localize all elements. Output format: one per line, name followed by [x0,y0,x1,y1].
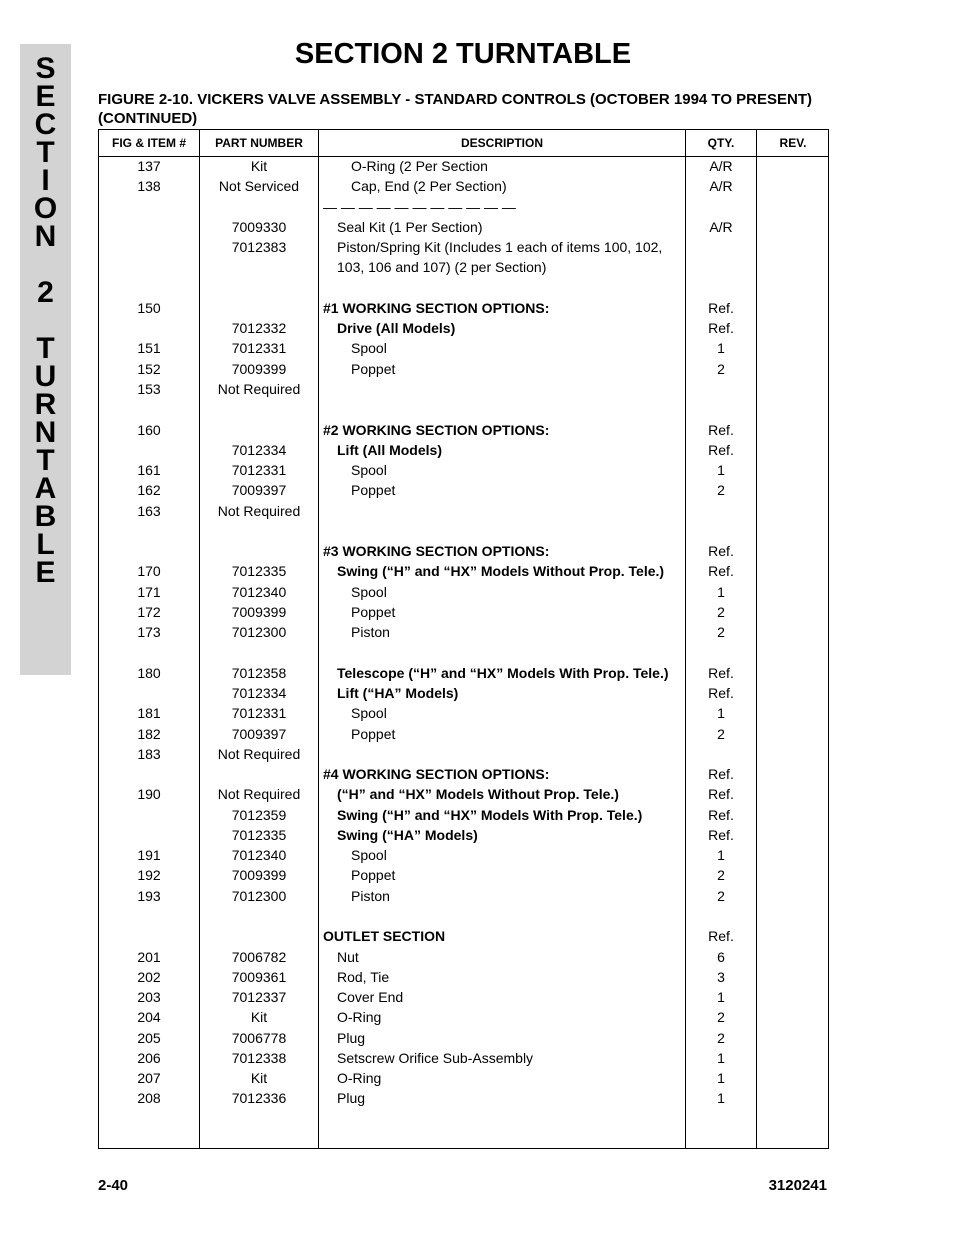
cell-part-number: 7012334 [231,685,287,702]
cell-item-number: 160 [137,421,161,438]
table-row [99,278,830,298]
cell-qty: Ref. [708,685,734,702]
side-tab-letter: B [34,500,57,533]
cell-item-number: 162 [137,482,161,499]
cell-description: (“H” and “HX” Models Without Prop. Tele.) [337,786,619,803]
section-side-tab [20,44,71,675]
header-rev: REV. [779,136,807,150]
table-row [99,987,830,1007]
table-row [99,622,830,642]
table-row [99,703,830,723]
header-qty: QTY. [707,136,735,150]
cell-part-number: 7012358 [231,664,287,681]
cell-item-number: 151 [137,340,161,357]
table-row [99,602,830,622]
cell-qty: A/R [709,218,733,235]
cell-description: — — — — — — — — — — — [323,198,516,215]
cell-qty: 1 [717,1090,725,1107]
cell-qty: Ref. [708,664,734,681]
cell-description: Swing (“H” and “HX” Models With Prop. Tele.) [337,806,643,823]
cell-description: Plug [337,1029,366,1046]
table-row [99,257,830,277]
cell-qty: 1 [717,1049,725,1066]
cell-part-number: Not Serviced [218,178,300,195]
cell-item-number: 203 [137,989,161,1006]
table-row [99,399,830,419]
cell-qty: Ref. [708,806,734,823]
cell-qty: 2 [717,360,725,377]
cell-description: Setscrew Orifice Sub-Assembly [337,1049,534,1066]
cell-part-number: Kit [250,1070,268,1087]
cell-part-number: 7012335 [231,563,287,580]
cell-part-number: 7009399 [231,867,287,884]
page-number: 2-40 [98,1177,129,1194]
table-row [99,440,830,460]
cell-description: O-Ring [337,1070,382,1087]
cell-description: #3 WORKING SECTION OPTIONS: [323,543,550,560]
cell-qty: 6 [717,948,725,965]
cell-description: Swing (“H” and “HX” Models Without Prop. Tele.) [337,563,665,580]
cell-part-number: 7009399 [231,603,287,620]
table-row [99,359,830,379]
cell-part-number: 7006778 [231,1029,287,1046]
cell-qty: Ref. [708,786,734,803]
cell-item-number: 182 [137,725,161,742]
table-row [99,338,830,358]
cell-description: Nut [337,948,359,965]
cell-qty: Ref. [708,320,734,337]
table-row [99,683,830,703]
cell-qty: 1 [717,340,725,357]
side-tab-letter: N [34,416,57,449]
table-row [99,480,830,500]
cell-qty: 3 [717,968,725,985]
table-row [99,197,830,217]
table-row [99,845,830,865]
side-tab-letter: T [36,136,55,169]
cell-part-number: 7012340 [231,847,287,864]
cell-item-number: 138 [137,178,161,195]
cell-qty: Ref. [708,543,734,560]
cell-description: O-Ring [337,1009,382,1026]
cell-qty: Ref. [708,766,734,783]
cell-qty: 2 [717,624,725,641]
cell-description: Cap, End (2 Per Section) [351,178,507,195]
cell-part-number: 7012340 [231,583,287,600]
table-row [99,947,830,967]
cell-item-number: 190 [137,786,161,803]
cell-item-number: 180 [137,664,161,681]
side-tab-letter: S [35,52,56,85]
table-row [99,967,830,987]
cell-part-number: 7012359 [231,806,287,823]
table-row [99,784,830,804]
table-row [99,237,830,257]
side-tab-letter: U [34,360,57,393]
side-tab-letter: E [35,556,56,589]
cell-qty: Ref. [708,563,734,580]
cell-part-number: Kit [250,158,268,174]
cell-description: #4 WORKING SECTION OPTIONS: [323,766,550,783]
cell-description: Poppet [351,867,396,884]
cell-part-number: Kit [250,1009,268,1026]
side-tab-letter: N [34,220,57,253]
table-row [99,379,830,399]
side-tab-letter: C [34,108,57,141]
cell-item-number: 191 [137,847,161,864]
table-row [99,642,830,662]
cell-qty: 1 [717,847,725,864]
table-row [99,1048,830,1068]
table-row [99,318,830,338]
cell-part-number: 7012331 [231,340,287,357]
cell-item-number: 201 [137,948,161,965]
table-row [99,1028,830,1048]
cell-description: Spool [351,847,387,864]
cell-item-number: 150 [137,299,161,316]
cell-description: Drive (All Models) [337,320,456,337]
figure-title: FIGURE 2-10. VICKERS VALVE ASSEMBLY - STANDARD CONTROLS (OCTOBER 1994 TO PRESENT) (CONTINUED) [98,91,813,127]
cell-item-number: 193 [137,887,161,904]
cell-part-number: 7009330 [231,218,287,235]
cell-qty: Ref. [708,441,734,458]
cell-item-number: 152 [137,360,161,377]
side-tab-letter: O [33,192,58,225]
cell-description: Spool [351,462,387,479]
header-part-number: PART NUMBER [215,136,303,150]
table-row [99,663,830,683]
cell-item-number: 205 [137,1029,161,1046]
side-tab-letter: I [41,164,50,197]
cell-part-number: Not Required [217,745,301,762]
cell-item-number: 181 [137,705,161,722]
cell-description: Spool [351,340,387,357]
cell-qty: Ref. [708,421,734,438]
cell-description: Poppet [351,360,396,377]
cell-description: #2 WORKING SECTION OPTIONS: [323,421,550,438]
cell-description: Lift (“HA” Models) [337,685,459,702]
cell-part-number: 7012337 [231,989,287,1006]
document-number: 3120241 [768,1177,827,1194]
cell-qty: A/R [709,158,733,174]
table-row [99,906,830,926]
cell-part-number: 7012336 [231,1090,287,1107]
cell-item-number: 208 [137,1090,161,1107]
cell-item-number: 137 [137,158,161,174]
table-row [99,1007,830,1027]
page-title: SECTION 2 TURNTABLE [294,38,632,70]
cell-description: OUTLET SECTION [323,928,446,945]
cell-description: Cover End [337,989,404,1006]
cell-description: Lift (All Models) [337,441,442,458]
table-row [99,217,830,237]
side-tab-letter: L [36,528,55,561]
cell-part-number: 7012338 [231,1049,287,1066]
cell-description: Spool [351,705,387,722]
cell-item-number: 153 [137,380,161,397]
cell-item-number: 207 [137,1070,161,1087]
table-row [99,420,830,440]
table-row [99,582,830,602]
table-row [99,541,830,561]
side-tab-letter: E [35,80,56,113]
cell-part-number: 7012300 [231,624,287,641]
cell-item-number: 163 [137,502,161,519]
cell-item-number: 171 [137,583,161,600]
table-row [99,501,830,521]
side-tab-letter: R [34,388,57,421]
cell-part-number: 7012383 [231,239,287,256]
cell-item-number: 192 [137,867,161,884]
cell-description: Piston/Spring Kit (Includes 1 each of items 100, 102, [337,239,663,256]
table-row [99,1068,830,1088]
cell-description: Piston [351,624,390,641]
cell-description: 103, 106 and 107) (2 per Section) [337,259,547,276]
cell-item-number: 170 [137,563,161,580]
cell-item-number: 161 [137,462,161,479]
cell-item-number: 204 [137,1009,161,1026]
table-row [99,1088,830,1108]
cell-item-number: 202 [137,968,161,985]
cell-qty: Ref. [708,826,734,843]
side-tab-letter: T [36,444,55,477]
cell-description: Swing (“HA” Models) [337,826,478,843]
cell-description: Telescope (“H” and “HX” Models With Prop. Tele.) [337,664,669,681]
cell-description: #1 WORKING SECTION OPTIONS: [323,299,550,316]
cell-qty: 2 [717,482,725,499]
cell-description: Poppet [351,603,396,620]
table-row [99,156,830,176]
cell-item-number: 183 [137,745,161,762]
header-item: FIG & ITEM # [111,136,186,150]
cell-item-number: 172 [137,603,161,620]
cell-part-number: 7009397 [231,482,287,499]
header-description: DESCRIPTION [460,136,543,150]
side-tab-letter: 2 [37,276,54,309]
cell-description: Poppet [351,725,396,742]
cell-description: O-Ring (2 Per Section [351,158,488,174]
cell-qty: A/R [709,178,733,195]
cell-qty: 2 [717,1009,725,1026]
parts-table [98,129,829,1149]
cell-qty: 2 [717,603,725,620]
cell-qty: 2 [717,725,725,742]
table-row [99,561,830,581]
table-row [99,825,830,845]
cell-qty: 1 [717,1070,725,1087]
cell-part-number: Not Required [217,502,301,519]
cell-qty: 2 [717,1029,725,1046]
cell-part-number: 7012332 [231,320,287,337]
side-tab-letter: T [36,332,55,365]
table-row [99,805,830,825]
cell-description: Plug [337,1090,366,1107]
table-row [99,744,830,764]
cell-part-number: 7006782 [231,948,287,965]
table-row [99,724,830,744]
table-row [99,521,830,541]
table-row [99,764,830,784]
side-tab-letter: A [34,472,57,505]
table-row [99,886,830,906]
cell-part-number: Not Required [217,786,301,803]
cell-part-number: 7012331 [231,705,287,722]
table-row [99,865,830,885]
table-row [99,460,830,480]
cell-part-number: 7012334 [231,441,287,458]
table-row [99,298,830,318]
cell-qty: 1 [717,583,725,600]
cell-qty: Ref. [708,928,734,945]
cell-part-number: 7012335 [231,826,287,843]
cell-qty: 1 [717,462,725,479]
cell-part-number: Not Required [217,380,301,397]
cell-item-number: 206 [137,1049,161,1066]
table-row [99,176,830,196]
table-row [99,926,830,946]
cell-part-number: 7009361 [231,968,287,985]
cell-part-number: 7012331 [231,462,287,479]
cell-qty: 2 [717,887,725,904]
cell-part-number: 7012300 [231,887,287,904]
cell-qty: 1 [717,989,725,1006]
cell-description: Piston [351,887,390,904]
cell-description: Poppet [351,482,396,499]
cell-qty: Ref. [708,299,734,316]
cell-part-number: 7009399 [231,360,287,377]
cell-part-number: 7009397 [231,725,287,742]
cell-item-number: 173 [137,624,161,641]
cell-description: Spool [351,583,387,600]
cell-description: Rod, Tie [337,968,390,985]
cell-description: Seal Kit (1 Per Section) [337,218,483,235]
cell-qty: 2 [717,867,725,884]
cell-qty: 1 [717,705,725,722]
